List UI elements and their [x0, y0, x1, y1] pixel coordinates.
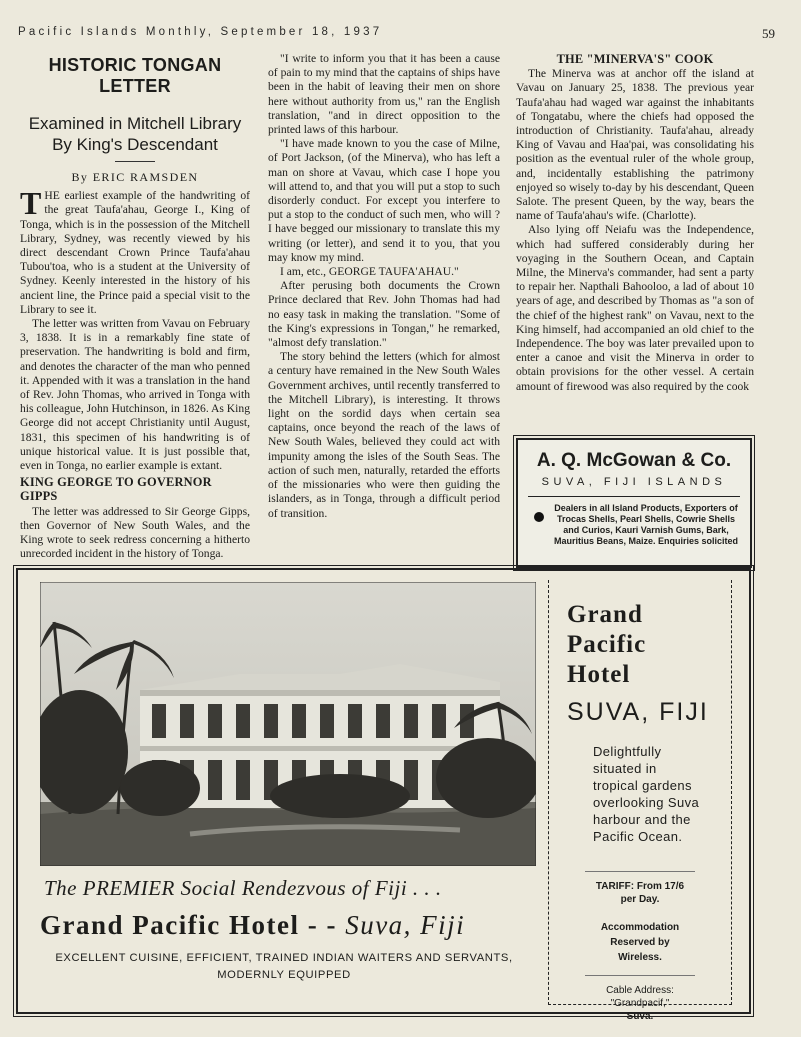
paragraph-8: The story behind the letters (which for almost a century have remained in the New South Wales Government archives, until recently transferred to the Mitchell Library), is interesting. It throws light on the sordid days when certain sea captains, once beyond the reach of the laws of New South Wales, believed they could act with impunity among the isles of the South Seas. The action of such men, naturally, retarded the efforts of the missionaries who were then guiding the islanders, as in Tonga, through a difficult period of transition.: [268, 350, 500, 520]
side-location: SUVA, FIJI: [567, 698, 709, 726]
section-heading-gipps: KING GEORGE TO GOVERNOR GIPPS: [20, 475, 212, 504]
running-head: Pacific Islands Monthly, September 18, 1937: [18, 26, 383, 38]
section-heading-minerva: THE "MINERVA'S" COOK: [556, 52, 714, 66]
amenities-line-2: MODERNLY EQUIPPED: [217, 969, 351, 981]
article-column-2: [268, 52, 500, 521]
hotel-amenities: [44, 950, 524, 984]
article-column-3: [516, 52, 754, 394]
paragraph-4: "I write to inform you that it has been a cause of pain to my mind that the captains of ships have been in the habit of leaving their men on shore here without authority from us," ran the English translation, "and in direct opposition to the printed laws of this harbour.: [268, 52, 500, 137]
mcgowan-description-block: [518, 503, 750, 547]
mcgowan-location: SUVA, FIJI ISLANDS: [541, 476, 727, 488]
paragraph-1: [20, 185, 250, 317]
cable-city: Suva.: [626, 1011, 654, 1022]
side-description: Delightfully situated in tropical gardens overlooking Suva harbour and the Pacific Ocean.: [593, 744, 700, 844]
tariff-line-1: TARIFF: From 17/6: [595, 881, 685, 892]
paragraph-5: "I have made known to you the case of Milne, of Port Jackson, (of the Minerva), who has left a man on shore at Vavau, which case I hope you will attend to, and that you will put a stop to such disorderly conduct. For except you interfere to put a stop to the conduct of such men, who will ? I have begged our missionary to translate this my writing (or letter), and send it to you, that you may know my mind.: [268, 137, 500, 264]
mcgowan-rule: [528, 496, 740, 497]
hotel-photo: [40, 582, 536, 866]
amenities-line-1: EXCELLENT CUISINE, EFFICIENT, TRAINED INDIAN WAITERS AND SERVANTS,: [55, 952, 513, 964]
paragraph-3: The letter was addressed to Sir George Gipps, then Governor of New South Wales, and the King wrote to seek redress concerning a hitherto unrecorded incident in the history of Tonga.: [20, 504, 250, 561]
accommodation-info: [549, 920, 731, 965]
cable-label: Cable Address:: [606, 985, 674, 996]
paragraph-7: After perusing both documents the Crown Prince declared that Rev. John Thomas had had no easy task in making the translation. "Some of the King's expressions in Tongan," he remarked, "almost defy translation.": [268, 279, 500, 350]
hotel-tagline: The PREMIER Social Rendezvous of Fiji . . .: [44, 876, 442, 900]
drop-cap: T: [20, 185, 42, 222]
accom-line-3: Wireless.: [618, 952, 662, 963]
tariff-line-2: per Day.: [620, 894, 660, 905]
paragraph-1-text: HE earliest example of the handwriting of the great Taufa'ahau, George I., King of Tonga, which is in the possession of the Mitchell Library, Sydney, was recently viewed by his direct descendant Crown Prince Taufa'ahau Tubou'toa, who is a student at the University of Sydney. Keenly interested in the history of his ancient line, the Prince paid a special visit to the Library to see it.: [20, 189, 250, 316]
cable-address: [585, 975, 695, 1023]
hotel-advertisement: [16, 568, 751, 1022]
side-title-line-1: Grand: [567, 601, 643, 628]
hotel-name-line: [40, 910, 465, 941]
article-headline: [20, 55, 250, 97]
accom-line-2: Reserved by: [610, 937, 670, 948]
paragraph-2: The letter was written from Vavau on February 3, 1838. It is in a remarkably fine state of preservation. The handwriting is bold and firm, and denotes the character of the man who penned it. Appended with it was a translation in the hand of Rev. John Thomas, who arrived in Tonga with his colleague, John Hutchinson, in 1826. As King George did not accept Christianity until August, 1831, this specimen of his handwriting is of unique historical value. It is just possible that, even in Tonga, no earlier example is extant.: [20, 317, 250, 473]
subhead-line-1: Examined in Mitchell Library: [28, 114, 242, 133]
headline-line-1: HISTORIC TONGAN: [48, 55, 222, 75]
byline: By ERIC RAMSDEN: [71, 170, 199, 184]
article-column-1: [20, 52, 250, 561]
hotel-name: Grand Pacific Hotel - -: [40, 910, 346, 940]
mcgowan-name: A. Q. McGowan & Co.: [536, 450, 732, 471]
bullet-dot-icon: [534, 512, 544, 522]
mcgowan-advertisement: [516, 438, 752, 568]
headline-line-2: LETTER: [99, 76, 171, 96]
side-hotel-name: [567, 600, 731, 690]
cable-value: "Grandpacif,": [610, 998, 670, 1009]
hotel-side-panel: [548, 580, 732, 1022]
hotel-location-script: Suva, Fiji: [345, 910, 466, 940]
paragraph-10: Also lying off Neiafu was the Independence, which had suffered considerably during her voyaging in the Southern Ocean, and Captain Milne, the Minerva's commander, had sent a party to repair her. Napthali Bahooloo, a lad of about 10 years of age, and described by Thomas as "a son of the chief of the highest rank" on Vavau, next to the King himself, had accompanied an old chief to the Independence. The boy was later prevailed upon to enter a canoe and visit the Minerva in order to obtain provisions for the other vessel. A certain amount of firewood was also required by the cook: [516, 223, 754, 393]
subhead-line-2: By King's Descendant: [52, 135, 218, 154]
accom-line-1: Accommodation: [600, 922, 680, 933]
subhead-rule: [115, 161, 155, 162]
tariff-info: [585, 871, 695, 906]
side-title-line-2: Pacific: [567, 631, 647, 658]
side-title-line-3: Hotel: [567, 661, 631, 688]
paragraph-9: The Minerva was at anchor off the island at Vavau on January 25, 1838. The previous year Taufa'ahau had waged war against the inhabitants of Tongatabu, where the chiefs had opposed the introduction of Christianity. Taufa'ahau, already King of Vavau and Haa'pai, was consolidating his position as the eventual ruler of the whole group, and, incidentally establishing the patrimony enjoyed so wisely to-day by his descendant, Queen Salote. The present Queen, by the way, bears the name of Taufa'ahau's wife. (Charlotte).: [516, 67, 754, 223]
page-number: 59: [762, 26, 775, 41]
mcgowan-description: Dealers in all Island Products, Exporters of Trocas Shells, Pearl Shells, Cowrie Shells and Curios, Kauri Varnish Gums, Bark, Mauritius Beans, Maize. Enquiries solicited: [553, 503, 739, 546]
article-subhead: [20, 113, 250, 155]
paragraph-6: I am, etc., GEORGE TAUFA'AHAU.": [280, 265, 459, 279]
